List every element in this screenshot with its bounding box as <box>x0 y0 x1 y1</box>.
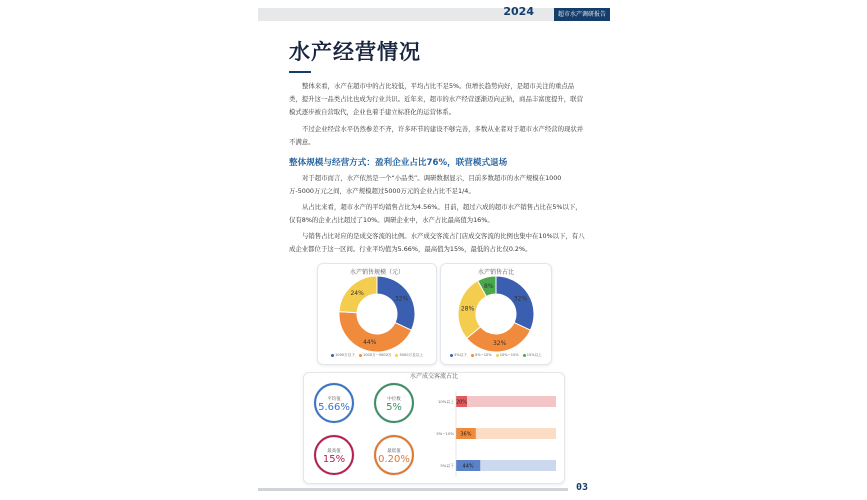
sales-scale-legend-swatch-0 <box>331 354 334 357</box>
paragraph-1: 整体来看，水产在超市中的占比较低，平均占比不足5%。但增长趋势向好，是超市关注的重点品类，提升这一品类占比也成为行业共识。近年来，超市的水产经营逐渐迈向正轨，商品丰富度提升，联营模式逐步被自营取代，企业也着手建立标准化的运营体系。 <box>289 82 583 116</box>
sales-share-legend <box>441 353 551 358</box>
sales-share-legend-item-3 <box>523 353 542 357</box>
sales-scale-legend-label-0: 1000万以下 <box>335 353 355 357</box>
sales-scale-slice-0 <box>377 276 415 330</box>
stat-value-0: 5.66% <box>318 402 350 413</box>
paragraph-2: 不过企业经营水平仍然参差不齐，许多环节的建设不够完善，多数从业者对于超市水产经营的现状并不满意。 <box>289 125 584 146</box>
report-page <box>258 0 610 500</box>
sales-share-slice-label-0: 32% <box>513 295 528 303</box>
sales-share-pie <box>441 274 551 360</box>
header-report-name: 超市水产调研报告 <box>557 11 606 18</box>
sales-share-legend-item-0 <box>450 353 467 357</box>
sales-scale-chart-card <box>317 263 437 365</box>
traffic-share-chart-card <box>303 372 565 484</box>
sales-share-legend-swatch-3 <box>523 354 526 357</box>
sales-share-legend-item-2 <box>496 353 519 357</box>
sales-share-slice-label-1: 32% <box>492 339 507 347</box>
bar-label-2: 44% <box>462 463 474 470</box>
sales-scale-legend-item-2 <box>395 353 423 357</box>
traffic-share-chart-title: 水产成交客流占比 <box>409 373 458 380</box>
stat-label-0: 平均值 <box>327 397 341 402</box>
paragraph-5: 与销售占比对应的是成交客流的比例。水产成交客流占门店成交客流的比例也集中在10%以下，有八成企业都位于这一区间。行业平均值为5.66%，最高值为15%，最低的占比仅0.2%。 <box>289 232 585 253</box>
sales-scale-legend-swatch-2 <box>395 354 398 357</box>
sales-scale-pie <box>318 274 436 360</box>
sales-share-legend-label-2: 10%~15% <box>499 353 519 357</box>
sales-scale-legend-label-2: 5000万及以上 <box>399 353 423 357</box>
header-report-tag <box>554 8 610 21</box>
paragraph-3: 对于超市而言，水产依然是一个“小品类”。调研数据显示，目前多数超市的水产规模在1000万-5000万元之间，水产规模超过5000万元的企业占比不足1/4。 <box>289 174 562 195</box>
stat-label-2: 最高值 <box>327 449 341 454</box>
page-number: 03 <box>575 482 588 493</box>
stat-value-1: 5% <box>386 402 402 413</box>
stat-label-3: 最低值 <box>387 449 401 454</box>
paragraph-4: 从占比来看，超市水产的平均销售占比为4.56%。目前，超过六成的超市水产销售占比在5%以下，仅有8%的企业占比超过了10%。调研企业中，水产占比最高值为16%。 <box>289 203 582 224</box>
stat-value-3: 0.20% <box>378 454 410 465</box>
sales-scale-chart-title: 水产销售规模（元） <box>349 269 404 276</box>
bar-label-0: 20% <box>455 399 468 406</box>
sales-share-legend-label-3: 15%以上 <box>526 353 542 357</box>
sales-scale-legend-item-1 <box>359 353 392 357</box>
traffic-stats-rings <box>304 373 414 483</box>
section-subhead: 整体规模与经营方式：盈利企业占比76%，联营模式退场 <box>289 158 508 168</box>
stat-label-1: 中位数 <box>387 397 401 402</box>
sales-scale-legend <box>318 353 436 358</box>
bar-category-1: 5%~10% <box>436 431 454 436</box>
sales-scale-slice-label-0: 32% <box>394 295 409 303</box>
stat-value-2: 15% <box>322 454 346 465</box>
sales-scale-slice-label-1: 44% <box>363 339 377 347</box>
sales-share-chart-title: 水产销售占比 <box>477 269 514 276</box>
header-year: 2024 <box>503 5 534 18</box>
sales-scale-legend-label-1: 1000万~5000万 <box>362 353 392 357</box>
sales-share-legend-item-1 <box>471 353 492 357</box>
title-underline <box>289 71 311 73</box>
sales-share-legend-swatch-1 <box>471 354 474 357</box>
sales-share-slice-0 <box>496 276 534 330</box>
sales-share-chart-card <box>440 263 552 365</box>
sales-share-legend-label-1: 5%~10% <box>475 353 492 357</box>
sales-scale-slice-label-2: 24% <box>350 289 364 297</box>
bar-category-2: 5%以下 <box>440 463 454 468</box>
sales-share-legend-swatch-0 <box>450 354 453 357</box>
sales-scale-legend-swatch-1 <box>359 354 362 357</box>
page-title: 水产经营情况 <box>289 40 421 64</box>
bar-track-0 <box>456 396 556 407</box>
traffic-share-bar-chart <box>414 373 564 483</box>
bar-category-0: 10%以上 <box>437 399 454 404</box>
sales-share-legend-label-0: 5%以下 <box>454 353 467 357</box>
sales-share-slice-label-2: 28% <box>460 305 475 313</box>
sales-scale-legend-item-0 <box>331 353 355 357</box>
footer-bar <box>258 488 568 491</box>
sales-share-legend-swatch-2 <box>496 354 499 357</box>
bar-label-1: 36% <box>460 431 472 438</box>
sales-share-slice-label-3: 8% <box>484 282 494 290</box>
